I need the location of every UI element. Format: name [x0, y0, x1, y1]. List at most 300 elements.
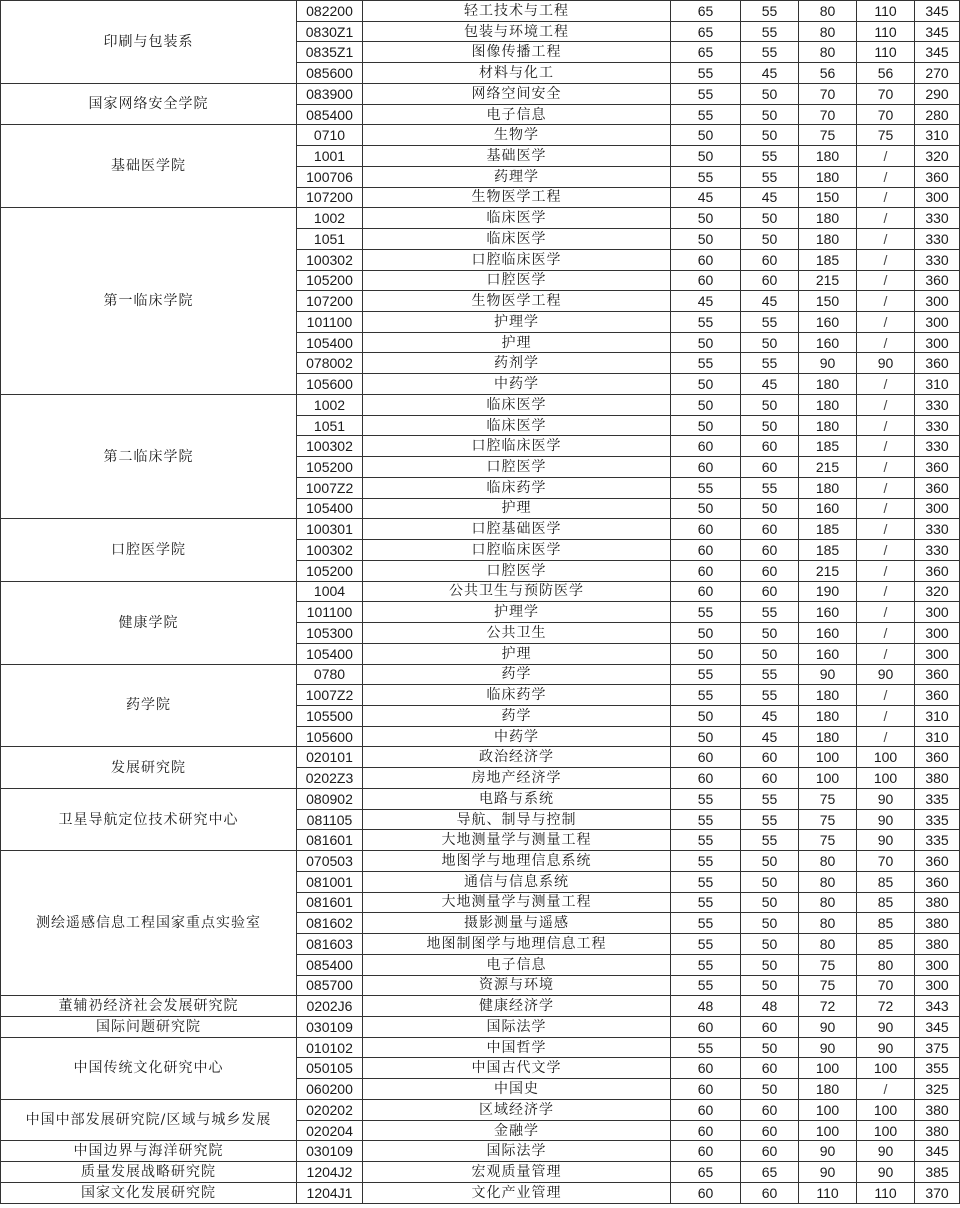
score-subject-1: 160 [799, 602, 857, 623]
score-subject-1: 72 [799, 996, 857, 1017]
score-foreign-language: 60 [741, 1120, 799, 1141]
score-foreign-language: 50 [741, 125, 799, 146]
score-subject-1: 150 [799, 187, 857, 208]
table-row [1, 664, 960, 685]
major-code: 1001 [297, 146, 363, 167]
score-politics: 55 [671, 1037, 741, 1058]
score-subject-2: / [857, 726, 915, 747]
score-total: 360 [915, 851, 960, 872]
score-total: 360 [915, 685, 960, 706]
major-name: 中国史 [363, 1079, 671, 1100]
major-code: 105600 [297, 374, 363, 395]
major-name: 生物医学工程 [363, 187, 671, 208]
major-code: 1007Z2 [297, 477, 363, 498]
major-name: 口腔临床医学 [363, 249, 671, 270]
score-politics: 50 [671, 623, 741, 644]
score-subject-1: 180 [799, 229, 857, 250]
score-subject-1: 100 [799, 1058, 857, 1079]
score-subject-2: 110 [857, 21, 915, 42]
score-subject-1: 90 [799, 664, 857, 685]
score-foreign-language: 50 [741, 954, 799, 975]
major-code: 105200 [297, 560, 363, 581]
college-name: 卫星导航定位技术研究中心 [1, 788, 297, 850]
score-total: 345 [915, 21, 960, 42]
major-code: 107200 [297, 187, 363, 208]
table-row [1, 747, 960, 768]
score-foreign-language: 50 [741, 229, 799, 250]
score-politics: 55 [671, 685, 741, 706]
score-subject-1: 180 [799, 726, 857, 747]
table-row [1, 788, 960, 809]
major-name: 地图制图学与地理信息工程 [363, 934, 671, 955]
score-subject-1: 215 [799, 270, 857, 291]
table-row [1, 208, 960, 229]
major-name: 护理学 [363, 312, 671, 333]
major-code: 020101 [297, 747, 363, 768]
score-total: 380 [915, 892, 960, 913]
score-foreign-language: 60 [741, 1141, 799, 1162]
major-code: 105200 [297, 270, 363, 291]
score-politics: 48 [671, 996, 741, 1017]
college-name: 口腔医学院 [1, 519, 297, 581]
score-foreign-language: 60 [741, 1182, 799, 1203]
score-subject-1: 80 [799, 934, 857, 955]
score-total: 360 [915, 457, 960, 478]
score-subject-2: / [857, 623, 915, 644]
score-total: 330 [915, 208, 960, 229]
score-politics: 60 [671, 1182, 741, 1203]
major-name: 护理 [363, 498, 671, 519]
score-subject-2: 70 [857, 851, 915, 872]
score-total: 300 [915, 954, 960, 975]
major-code: 107200 [297, 291, 363, 312]
major-code: 100706 [297, 166, 363, 187]
major-code: 100301 [297, 519, 363, 540]
table-row [1, 1182, 960, 1203]
major-name: 政治经济学 [363, 747, 671, 768]
score-politics: 50 [671, 208, 741, 229]
score-subject-2: / [857, 643, 915, 664]
score-subject-1: 75 [799, 788, 857, 809]
score-subject-2: / [857, 208, 915, 229]
major-code: 0835Z1 [297, 42, 363, 63]
score-foreign-language: 55 [741, 42, 799, 63]
score-subject-2: 70 [857, 83, 915, 104]
score-foreign-language: 60 [741, 581, 799, 602]
major-code: 020204 [297, 1120, 363, 1141]
score-foreign-language: 55 [741, 830, 799, 851]
score-foreign-language: 50 [741, 623, 799, 644]
score-subject-2: 110 [857, 42, 915, 63]
major-code: 101100 [297, 312, 363, 333]
score-foreign-language: 60 [741, 540, 799, 561]
score-subject-2: 110 [857, 1182, 915, 1203]
major-name: 区域经济学 [363, 1099, 671, 1120]
major-name: 临床医学 [363, 415, 671, 436]
score-foreign-language: 55 [741, 1, 799, 22]
score-politics: 50 [671, 125, 741, 146]
score-total: 360 [915, 871, 960, 892]
score-subject-1: 70 [799, 104, 857, 125]
score-foreign-language: 55 [741, 602, 799, 623]
score-politics: 55 [671, 913, 741, 934]
score-subject-2: 100 [857, 1058, 915, 1079]
score-politics: 55 [671, 166, 741, 187]
score-subject-1: 180 [799, 146, 857, 167]
major-name: 口腔医学 [363, 270, 671, 291]
score-subject-1: 90 [799, 1016, 857, 1037]
college-name: 中国中部发展研究院/区域与城乡发展 [1, 1099, 297, 1140]
college-name: 测绘遥感信息工程国家重点实验室 [1, 851, 297, 996]
major-code: 0202J6 [297, 996, 363, 1017]
score-subject-1: 180 [799, 394, 857, 415]
score-foreign-language: 50 [741, 332, 799, 353]
score-subject-1: 185 [799, 519, 857, 540]
score-politics: 60 [671, 1120, 741, 1141]
major-code: 105600 [297, 726, 363, 747]
score-subject-1: 90 [799, 1162, 857, 1183]
major-code: 082200 [297, 1, 363, 22]
major-name: 护理 [363, 332, 671, 353]
score-foreign-language: 45 [741, 374, 799, 395]
major-code: 050105 [297, 1058, 363, 1079]
major-code: 030109 [297, 1141, 363, 1162]
score-subject-2: 85 [857, 913, 915, 934]
college-name: 药学院 [1, 664, 297, 747]
score-politics: 55 [671, 809, 741, 830]
score-politics: 60 [671, 270, 741, 291]
score-subject-2: / [857, 332, 915, 353]
major-code: 080902 [297, 788, 363, 809]
major-code: 1204J1 [297, 1182, 363, 1203]
score-politics: 60 [671, 1079, 741, 1100]
major-name: 国际法学 [363, 1141, 671, 1162]
score-subject-1: 180 [799, 374, 857, 395]
major-name: 中药学 [363, 374, 671, 395]
score-subject-1: 75 [799, 125, 857, 146]
score-foreign-language: 55 [741, 664, 799, 685]
score-subject-1: 90 [799, 353, 857, 374]
major-name: 导航、制导与控制 [363, 809, 671, 830]
score-politics: 50 [671, 394, 741, 415]
major-code: 0202Z3 [297, 768, 363, 789]
score-subject-2: / [857, 374, 915, 395]
score-subject-1: 180 [799, 1079, 857, 1100]
major-code: 020202 [297, 1099, 363, 1120]
major-code: 0830Z1 [297, 21, 363, 42]
score-foreign-language: 55 [741, 477, 799, 498]
major-name: 临床药学 [363, 477, 671, 498]
score-subject-2: / [857, 270, 915, 291]
table-row [1, 1037, 960, 1058]
score-foreign-language: 60 [741, 270, 799, 291]
score-subject-2: 100 [857, 747, 915, 768]
score-total: 370 [915, 1182, 960, 1203]
major-name: 包装与环境工程 [363, 21, 671, 42]
score-subject-2: 90 [857, 830, 915, 851]
score-subject-1: 215 [799, 457, 857, 478]
score-subject-2: / [857, 249, 915, 270]
score-subject-2: / [857, 498, 915, 519]
score-subject-2: / [857, 291, 915, 312]
score-politics: 55 [671, 477, 741, 498]
major-code: 081603 [297, 934, 363, 955]
score-subject-1: 70 [799, 83, 857, 104]
college-name: 国家文化发展研究院 [1, 1182, 297, 1203]
score-foreign-language: 45 [741, 705, 799, 726]
score-foreign-language: 60 [741, 560, 799, 581]
score-politics: 55 [671, 353, 741, 374]
score-foreign-language: 55 [741, 809, 799, 830]
college-name: 中国边界与海洋研究院 [1, 1141, 297, 1162]
score-subject-2: 100 [857, 1099, 915, 1120]
table-row [1, 1, 960, 22]
score-total: 345 [915, 1, 960, 22]
score-total: 320 [915, 581, 960, 602]
college-name: 基础医学院 [1, 125, 297, 208]
score-total: 300 [915, 291, 960, 312]
score-subject-2: / [857, 229, 915, 250]
score-foreign-language: 45 [741, 291, 799, 312]
major-name: 生物医学工程 [363, 291, 671, 312]
major-name: 临床医学 [363, 208, 671, 229]
score-total: 300 [915, 975, 960, 996]
score-subject-2: / [857, 146, 915, 167]
major-code: 081601 [297, 892, 363, 913]
major-name: 生物学 [363, 125, 671, 146]
major-name: 临床医学 [363, 229, 671, 250]
score-politics: 60 [671, 1099, 741, 1120]
college-name: 国际问题研究院 [1, 1016, 297, 1037]
score-subject-2: / [857, 581, 915, 602]
score-politics: 50 [671, 229, 741, 250]
score-politics: 55 [671, 602, 741, 623]
score-total: 375 [915, 1037, 960, 1058]
score-total: 355 [915, 1058, 960, 1079]
major-name: 药学 [363, 664, 671, 685]
score-subject-2: 85 [857, 871, 915, 892]
score-subject-1: 80 [799, 871, 857, 892]
score-total: 380 [915, 913, 960, 934]
score-foreign-language: 50 [741, 1079, 799, 1100]
score-total: 310 [915, 374, 960, 395]
score-subject-2: / [857, 457, 915, 478]
score-subject-2: / [857, 394, 915, 415]
college-name: 董辅礽经济社会发展研究院 [1, 996, 297, 1017]
score-subject-1: 80 [799, 1, 857, 22]
score-politics: 65 [671, 42, 741, 63]
score-subject-2: 90 [857, 809, 915, 830]
score-foreign-language: 55 [741, 353, 799, 374]
major-name: 国际法学 [363, 1016, 671, 1037]
score-subject-2: / [857, 312, 915, 333]
major-name: 中国哲学 [363, 1037, 671, 1058]
major-name: 药剂学 [363, 353, 671, 374]
score-subject-2: / [857, 166, 915, 187]
major-name: 健康经济学 [363, 996, 671, 1017]
score-subject-2: 90 [857, 788, 915, 809]
score-subject-2: / [857, 415, 915, 436]
score-subject-1: 180 [799, 166, 857, 187]
score-total: 360 [915, 353, 960, 374]
score-subject-1: 56 [799, 63, 857, 84]
score-total: 320 [915, 146, 960, 167]
score-subject-2: / [857, 705, 915, 726]
score-subject-2: 70 [857, 975, 915, 996]
score-politics: 55 [671, 312, 741, 333]
major-name: 护理 [363, 643, 671, 664]
score-total: 335 [915, 809, 960, 830]
score-total: 330 [915, 415, 960, 436]
score-subject-1: 75 [799, 809, 857, 830]
score-foreign-language: 50 [741, 498, 799, 519]
score-subject-2: 72 [857, 996, 915, 1017]
major-code: 1204J2 [297, 1162, 363, 1183]
score-subject-1: 180 [799, 415, 857, 436]
major-code: 081601 [297, 830, 363, 851]
score-foreign-language: 60 [741, 457, 799, 478]
major-code: 030109 [297, 1016, 363, 1037]
score-politics: 55 [671, 851, 741, 872]
score-subject-1: 110 [799, 1182, 857, 1203]
score-subject-2: 80 [857, 954, 915, 975]
score-subject-2: / [857, 477, 915, 498]
major-code: 081602 [297, 913, 363, 934]
table-row [1, 851, 960, 872]
score-foreign-language: 50 [741, 104, 799, 125]
major-name: 电子信息 [363, 104, 671, 125]
score-total: 330 [915, 436, 960, 457]
major-name: 电子信息 [363, 954, 671, 975]
college-name: 健康学院 [1, 581, 297, 664]
major-code: 100302 [297, 436, 363, 457]
score-politics: 65 [671, 1, 741, 22]
score-foreign-language: 55 [741, 21, 799, 42]
major-code: 1007Z2 [297, 685, 363, 706]
major-code: 105400 [297, 643, 363, 664]
major-code: 1051 [297, 415, 363, 436]
score-foreign-language: 50 [741, 1037, 799, 1058]
score-foreign-language: 50 [741, 913, 799, 934]
college-name: 发展研究院 [1, 747, 297, 788]
score-total: 325 [915, 1079, 960, 1100]
score-foreign-language: 50 [741, 415, 799, 436]
score-politics: 55 [671, 975, 741, 996]
major-code: 1051 [297, 229, 363, 250]
score-foreign-language: 65 [741, 1162, 799, 1183]
score-subject-1: 80 [799, 892, 857, 913]
major-name: 电路与系统 [363, 788, 671, 809]
major-code: 105400 [297, 498, 363, 519]
major-name: 通信与信息系统 [363, 871, 671, 892]
score-total: 360 [915, 270, 960, 291]
score-total: 300 [915, 602, 960, 623]
major-code: 1002 [297, 394, 363, 415]
score-subject-1: 75 [799, 975, 857, 996]
table-body [1, 1, 960, 1204]
major-name: 基础医学 [363, 146, 671, 167]
major-code: 100302 [297, 540, 363, 561]
score-politics: 60 [671, 1141, 741, 1162]
score-subject-1: 160 [799, 498, 857, 519]
major-name: 护理学 [363, 602, 671, 623]
table-row [1, 581, 960, 602]
major-name: 地图学与地理信息系统 [363, 851, 671, 872]
score-subject-1: 100 [799, 1099, 857, 1120]
major-name: 临床药学 [363, 685, 671, 706]
score-politics: 55 [671, 934, 741, 955]
major-name: 药理学 [363, 166, 671, 187]
major-name: 中药学 [363, 726, 671, 747]
score-politics: 60 [671, 581, 741, 602]
score-total: 360 [915, 560, 960, 581]
score-total: 380 [915, 1099, 960, 1120]
major-name: 大地测量学与测量工程 [363, 830, 671, 851]
score-subject-1: 180 [799, 685, 857, 706]
score-politics: 60 [671, 249, 741, 270]
score-subject-1: 75 [799, 954, 857, 975]
score-subject-1: 100 [799, 768, 857, 789]
score-total: 300 [915, 498, 960, 519]
score-politics: 55 [671, 954, 741, 975]
major-name: 口腔医学 [363, 560, 671, 581]
score-foreign-language: 55 [741, 788, 799, 809]
score-foreign-language: 45 [741, 726, 799, 747]
major-code: 1004 [297, 581, 363, 602]
score-foreign-language: 55 [741, 312, 799, 333]
score-politics: 60 [671, 436, 741, 457]
score-subject-1: 160 [799, 312, 857, 333]
score-subject-1: 80 [799, 913, 857, 934]
major-code: 083900 [297, 83, 363, 104]
major-name: 口腔临床医学 [363, 540, 671, 561]
score-subject-2: / [857, 540, 915, 561]
score-foreign-language: 50 [741, 643, 799, 664]
score-foreign-language: 60 [741, 1058, 799, 1079]
score-politics: 50 [671, 726, 741, 747]
score-total: 280 [915, 104, 960, 125]
score-subject-2: / [857, 602, 915, 623]
score-total: 300 [915, 187, 960, 208]
score-politics: 60 [671, 747, 741, 768]
score-subject-2: 90 [857, 353, 915, 374]
score-subject-2: / [857, 685, 915, 706]
major-code: 105400 [297, 332, 363, 353]
major-code: 1002 [297, 208, 363, 229]
score-total: 330 [915, 229, 960, 250]
score-total: 330 [915, 249, 960, 270]
table-row [1, 125, 960, 146]
score-foreign-language: 55 [741, 166, 799, 187]
major-name: 口腔临床医学 [363, 436, 671, 457]
score-subject-1: 185 [799, 249, 857, 270]
major-code: 085400 [297, 104, 363, 125]
score-total: 343 [915, 996, 960, 1017]
score-subject-1: 190 [799, 581, 857, 602]
major-code: 060200 [297, 1079, 363, 1100]
score-politics: 55 [671, 63, 741, 84]
score-foreign-language: 48 [741, 996, 799, 1017]
major-name: 摄影测量与遥感 [363, 913, 671, 934]
score-subject-1: 185 [799, 540, 857, 561]
score-politics: 55 [671, 892, 741, 913]
score-politics: 60 [671, 1058, 741, 1079]
score-subject-1: 80 [799, 42, 857, 63]
score-total: 300 [915, 643, 960, 664]
score-politics: 50 [671, 415, 741, 436]
score-subject-1: 160 [799, 332, 857, 353]
score-politics: 50 [671, 643, 741, 664]
